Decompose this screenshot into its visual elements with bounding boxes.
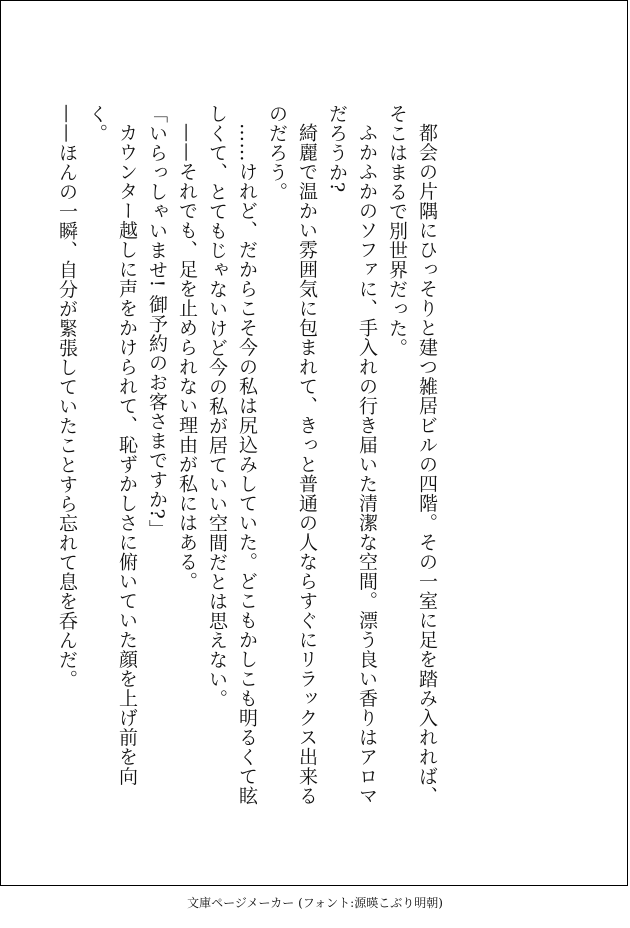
footer-caption: 文庫ページメーカー (フォント:源暎こぶり明朝) <box>187 896 443 910</box>
paragraph-3: 綺麗で温かい雰囲気に包まれて、きっと普通の人ならすぐにリラックス出来るのだろう。 <box>266 104 318 806</box>
body-text-area <box>52 104 552 824</box>
paragraph-8: ——ほんの一瞬、自分が緊張していたことすら忘れて息を呑んだ。 <box>56 104 78 689</box>
paragraph-5: ——それでも、足を止められない理由が私にはある。 <box>176 123 198 591</box>
dialogue-line: 「いらっしゃいませ! 御予約のお客さまですか?」 <box>146 104 168 539</box>
paragraph-2: ふかふかのソファに、手入れの行き届いた清潔な空間。漂う良い香りはアロマだろうか? <box>326 104 378 806</box>
vertical-body-text <box>52 104 442 824</box>
paragraph-7: カウンター越しに声をかけられて、恥ずかしさに俯いていた顔を上げ前を向く。 <box>86 104 138 786</box>
paragraph-1: 都会の片隅にひっそりと建つ雑居ビルの四階。その一室に足を踏み入れれば、そこはまるで別世界だった。 <box>386 104 438 806</box>
paragraph-4: ……けれど、だからこそ今の私は尻込みしていた。どこもかしこも明るくて眩しくて、とてもじゃないけど今の私が居ていい空間だとは思えない。 <box>206 104 258 806</box>
